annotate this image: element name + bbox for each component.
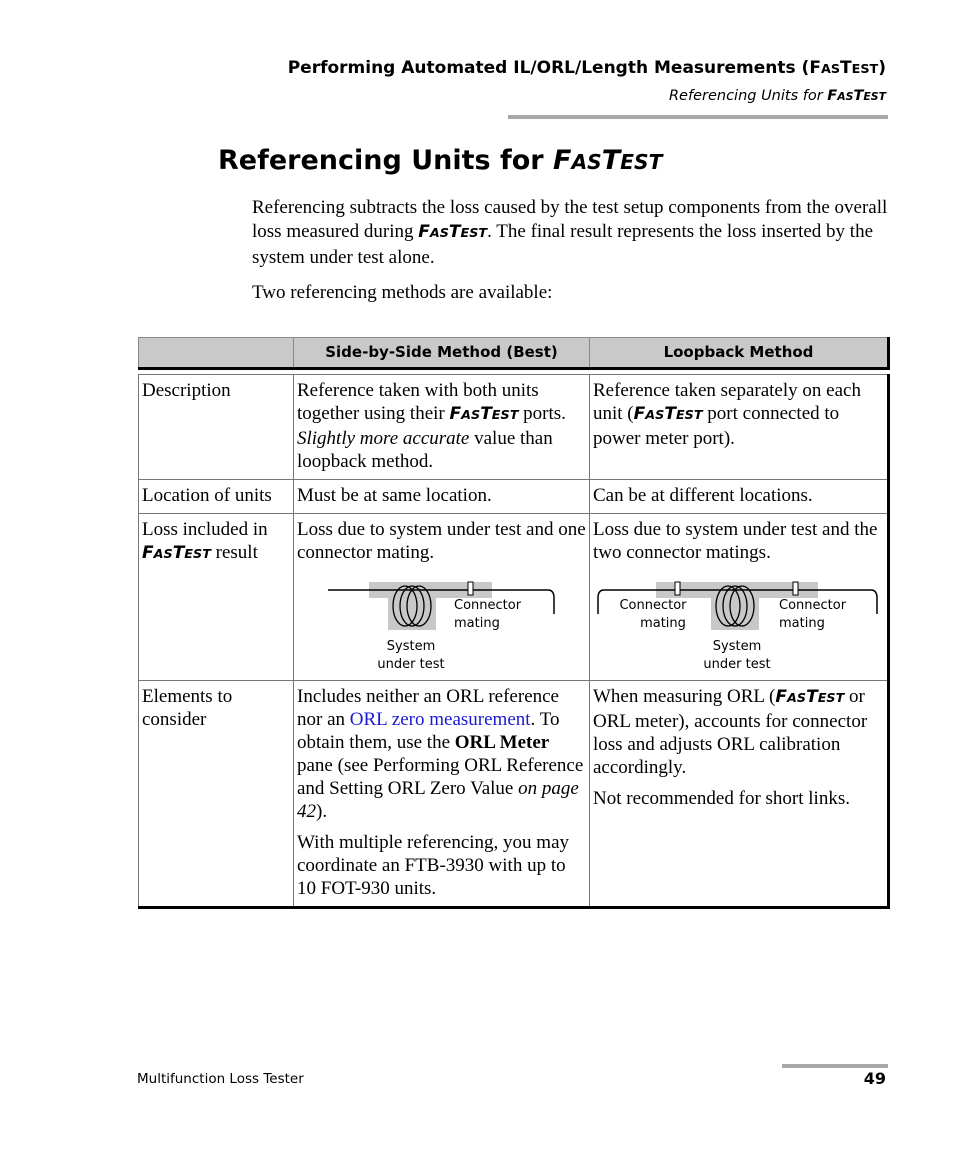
methods-intro: Two referencing methods are available: [252,282,553,303]
methods-table [138,337,890,909]
loopback-cell: Loss due to system under test and the two connector matings. Connector mating Connector mating System under test [590,514,889,681]
loopback-cell: Can be at different locations. [590,480,889,514]
page-title: Referencing Units for FASTEST [218,145,663,176]
system-label: under test [377,657,445,672]
row-label: Location of units [139,480,294,514]
side-by-side-cell: Includes neither an ORL reference nor an ORL zero measurement. To obtain them, use the ORL Meter pane (see Performing ORL Reference and Setting ORL Zero Value on page 42). With multiple referencing, you may coordinate an FTB-3930 with up to 10 FOT-930 units. [294,681,590,908]
header-loopback: Loopback Method [590,338,889,369]
header-cell-empty [139,338,294,369]
header-rule [508,115,888,119]
intro-paragraph: Referencing subtracts the loss caused by the test setup components from the overall loss measured during FASTEST. The final result represents the loss inserted by the system under test alone. [252,197,888,268]
connector-label: Connector [779,598,847,613]
connector-label: mating [640,616,686,631]
table-row [139,681,889,908]
table-header-row [139,338,889,369]
side-by-side-cell: Must be at same location. [294,480,590,514]
loopback-cell: Reference taken separately on each unit (FASTEST port connected to power meter port). [590,375,889,480]
side-by-side-cell: Loss due to system under test and one connector mating. Connector mating System under test [294,514,590,681]
loopback-diagram [593,576,886,674]
connector-label: Connector [619,598,687,613]
footer-rule [782,1064,888,1068]
running-header-chapter: Performing Automated IL/ORL/Length Measurements (FASTEST) [287,58,886,78]
table-row [139,514,889,681]
system-label: under test [703,657,771,672]
system-label: System [712,639,762,654]
header-side-by-side: Side-by-Side Method (Best) [294,338,590,369]
connector-label: Connector [454,598,522,613]
page-number: 49 [863,1069,886,1088]
row-label: Loss included in FASTEST result [139,514,294,681]
footer-title: Multifunction Loss Tester [137,1071,304,1087]
row-label: Elements to consider [139,681,294,908]
connector-label: mating [779,616,825,631]
loopback-cell: When measuring ORL (FASTEST or ORL meter), accounts for connector loss and adjusts ORL calibration accordingly. Not recommended for short links. [590,681,889,908]
table-row [139,480,889,514]
orl-zero-link[interactable]: ORL zero measurement [349,709,531,730]
side-by-side-cell: Reference taken with both units together using their FASTEST ports. Slightly more accurate value than loopback method. [294,375,590,480]
page-reference-link[interactable]: on page 42 [297,778,579,822]
running-header-section: Referencing Units for FASTEST [668,88,886,104]
side-by-side-diagram [297,576,587,674]
row-label: Description [139,375,294,480]
connector-label: mating [454,616,500,631]
system-label: System [386,639,436,654]
table-row [139,375,889,480]
